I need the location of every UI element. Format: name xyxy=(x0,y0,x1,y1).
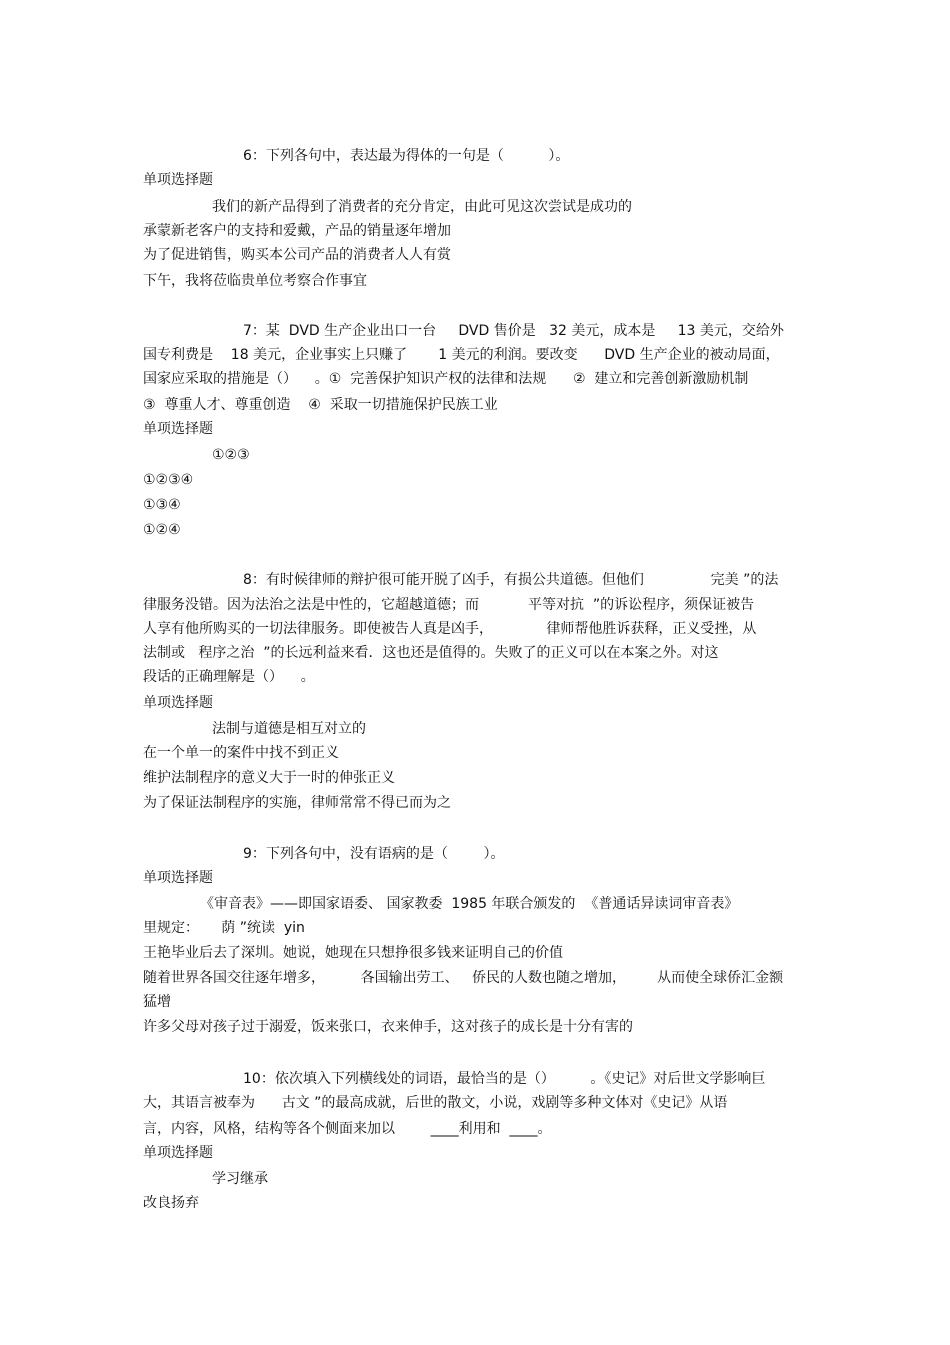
question-9-stem-line-1: 9：下列各句中，没有语病的是（ ）。 xyxy=(243,846,505,862)
question-7-stem-line-3: 国家应采取的措施是（） 。① 完善保护知识产权的法律和法规 ② 建立和完善创新激励机制 xyxy=(143,371,749,387)
question-6-type: 单项选择题 xyxy=(143,172,213,188)
question-6-option-b[interactable]: 承蒙新老客户的支持和爱戴，产品的销量逐年增加 xyxy=(143,223,451,239)
question-9-option-c-line-2[interactable]: 猛增 xyxy=(143,994,171,1010)
question-6-option-c[interactable]: 为了促进销售，购买本公司产品的消费者人人有赏 xyxy=(143,247,451,263)
question-7-type: 单项选择题 xyxy=(143,421,213,437)
question-8-stem-line-4: 法制或 程序之治 ”的长远利益来看．这也还是值得的。失败了的正义可以在本案之外。对这 xyxy=(143,645,719,661)
question-8-type: 单项选择题 xyxy=(143,695,213,711)
question-7-option-c[interactable]: ①③④ xyxy=(143,497,181,513)
question-7-option-d[interactable]: ①②④ xyxy=(143,522,181,538)
question-8-option-c[interactable]: 维护法制程序的意义大于一时的伸张正义 xyxy=(143,770,395,786)
question-7-option-b[interactable]: ①②③④ xyxy=(143,472,194,488)
question-8-option-d[interactable]: 为了保证法制程序的实施，律师常常不得已而为之 xyxy=(143,795,451,811)
question-8-option-b[interactable]: 在一个单一的案件中找不到正义 xyxy=(143,745,339,761)
question-7-option-a[interactable]: ①②③ xyxy=(212,447,250,463)
question-9-option-a-line-2[interactable]: 里规定： 荫 ”统读 yin xyxy=(143,920,305,936)
question-6-option-d[interactable]: 下午，我将莅临贵单位考察合作事宜 xyxy=(143,273,367,289)
question-6-option-a[interactable]: 我们的新产品得到了消费者的充分肯定，由此可见这次尝试是成功的 xyxy=(212,199,632,215)
question-10-stem-line-2: 大，其语言被奉为 古文 ”的最高成就，后世的散文，小说，戏剧等多种文体对《史记》从语 xyxy=(143,1095,728,1111)
question-9-option-c-line-1[interactable]: 随着世界各国交往逐年增多， 各国输出劳工、 侨民的人数也随之增加， 从而使全球侨汇金额 xyxy=(143,970,784,986)
question-7-stem-line-4: ③ 尊重人才、尊重创造 ④ 采取一切措施保护民族工业 xyxy=(143,397,498,413)
question-10-stem-line-3: 言，内容，风格，结构等各个侧面来加以 ____利用和 ____。 xyxy=(143,1121,552,1137)
question-9-option-d[interactable]: 许多父母对孩子过于溺爱，饭来张口，衣来伸手，这对孩子的成长是十分有害的 xyxy=(143,1019,633,1035)
question-9-type: 单项选择题 xyxy=(143,870,213,886)
question-9-option-a-line-1[interactable]: 《审音表》——即国家语委、 国家教委 1985 年联合颁发的 《普通话异读词审音表》 xyxy=(200,896,739,912)
question-8-stem-line-1: 8：有时候律师的辩护很可能开脱了凶手，有损公共道德。但他们 完美 ”的法 xyxy=(243,572,779,588)
question-7-stem-line-1: 7：某 DVD 生产企业出口一台 DVD 售价是 32 美元，成本是 13 美元，交给外 xyxy=(243,323,784,339)
question-8-stem-line-3: 人享有他所购买的一切法律服务。即使被告人真是凶手， 律师帮他胜诉获释，正义受挫，从 xyxy=(143,621,757,637)
question-10-option-b[interactable]: 改良扬弃 xyxy=(143,1195,199,1211)
question-8-option-a[interactable]: 法制与道德是相互对立的 xyxy=(212,721,366,737)
question-10-stem-line-1: 10：依次填入下列横线处的词语，最恰当的是（） 。《史记》对后世文学影响巨 xyxy=(243,1071,766,1087)
question-8-stem-line-2: 律服务没错。因为法治之法是中性的，它超越道德；而 平等对抗 ”的诉讼程序，须保证被告 xyxy=(143,597,755,613)
question-7-stem-line-2: 国专利费是 18 美元，企业事实上只赚了 1 美元的利润。要改变 DVD 生产企业的被动局面， xyxy=(143,347,780,363)
question-10-type: 单项选择题 xyxy=(143,1145,213,1161)
question-9-option-b[interactable]: 王艳毕业后去了深圳。她说，她现在只想挣很多钱来证明自己的价值 xyxy=(143,945,563,961)
question-10-option-a[interactable]: 学习继承 xyxy=(212,1171,268,1187)
question-6-stem-line-1: 6：下列各句中，表达最为得体的一句是（ ）。 xyxy=(243,148,570,164)
question-8-stem-line-5: 段话的正确理解是（） 。 xyxy=(143,669,315,685)
